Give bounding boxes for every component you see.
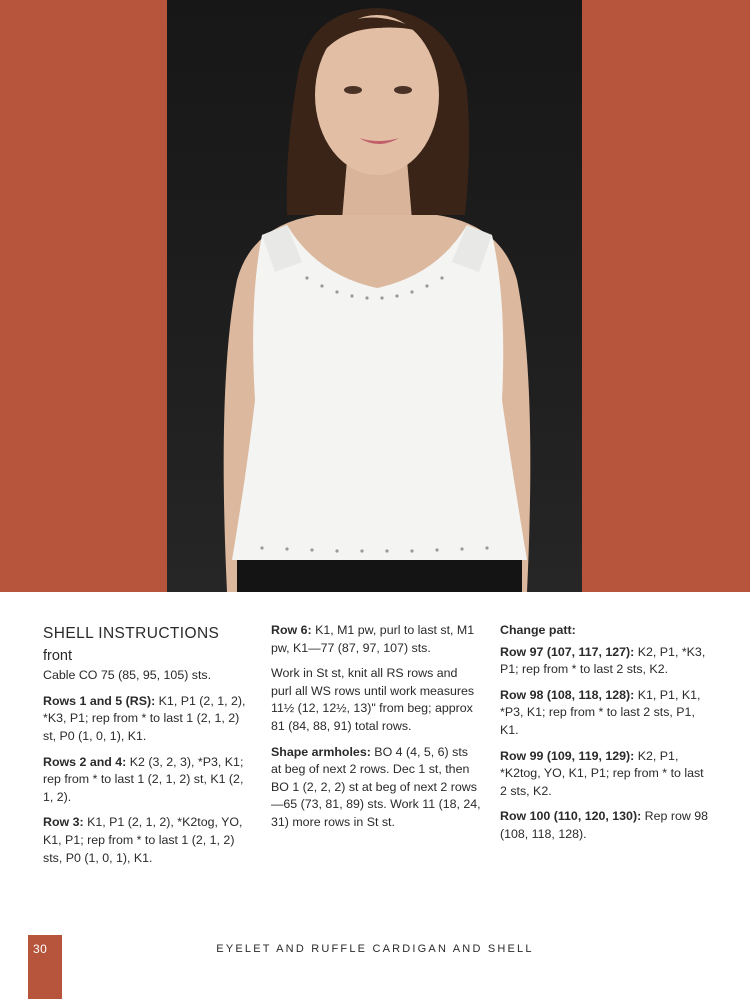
model-illustration (167, 0, 582, 592)
column-3 (500, 622, 710, 852)
row-100 (500, 808, 710, 843)
column-1 (43, 622, 248, 875)
work-st-st-text: Work in St st, knit all RS rows and purl all WS rows until work measures 11½ (12, 12½, 13)" from beg; approx 81 (84, 88, 91) total rows. (271, 666, 475, 733)
row-99-label: Row 99 (109, 119, 129): (500, 748, 635, 763)
page-number: 30 (33, 942, 48, 956)
column-2 (271, 622, 481, 840)
shape-armholes-text: BO 4 (4, 5, 6) sts at beg of next 2 rows. Dec 1 st, then BO 1 (2, 2, 2) st at beg of next 2 rows—65 (73, 81, 89) sts. Work 11 (18, 24, 31) more rows in St st. (271, 744, 481, 829)
row-99-text: K2, P1, *K2tog, YO, K1, P1; rep from * to last 2 sts, K2. (500, 748, 704, 798)
shape-armholes (271, 744, 481, 832)
running-title: EYELET AND RUFFLE CARDIGAN AND SHELL (216, 943, 534, 955)
row-97-label: Row 97 (107, 117, 127): (500, 644, 635, 659)
row-100-text: Rep row 98 (108, 118, 128). (500, 809, 709, 841)
row-100-label: Row 100 (110, 120, 130): (500, 809, 642, 824)
cast-on-text: Cable CO 75 (85, 95, 105) sts. (43, 668, 212, 683)
row-98 (500, 687, 710, 740)
row-97 (500, 644, 710, 679)
row-98-text: K1, P1, K1, *P3, K1; rep from * to last 2 sts, P1, K1. (500, 687, 701, 737)
row-99 (500, 748, 710, 801)
change-patt-heading: Change patt: (500, 623, 576, 637)
instructions-section (0, 592, 750, 999)
rows-2-4-text: K2 (3, 2, 3), *P3, K1; rep from * to last 1 (2, 1, 2) st, K1 (2, 1, 2). (43, 754, 244, 804)
rows-2-4 (43, 754, 248, 807)
row-6-label: Row 6: (271, 623, 312, 637)
row-6-text: K1, M1 pw, purl to last st, M1 pw, K1—77 (87, 97, 107) sts. (271, 623, 475, 655)
row-6 (271, 622, 481, 657)
shape-armholes-label: Shape armholes: (271, 744, 371, 759)
row-3-label: Row 3: (43, 815, 84, 830)
section-heading: SHELL INSTRUCTIONS (43, 625, 220, 642)
section-subheading: front (43, 647, 73, 664)
row-3-text: K1, P1 (2, 1, 2), *K2tog, YO, K1, P1; rep from * to last 1 (2, 1, 2) sts, P0 (1, 0, 1), K1. (43, 815, 243, 865)
model-photo (167, 0, 582, 592)
row-3 (43, 814, 248, 867)
row-98-label: Row 98 (108, 118, 128): (500, 687, 635, 702)
rows-1-5-text: K1, P1 (2, 1, 2), *K3, P1; rep from * to last 1 (2, 1, 2) st, P0 (1, 0, 1), K1. (43, 693, 246, 743)
rows-1-5-label: Rows 1 and 5 (RS): (43, 693, 156, 708)
rows-2-4-label: Rows 2 and 4: (43, 754, 127, 769)
row-97-text: K2, P1, *K3, P1; rep from * to last 2 sts, K2. (500, 644, 706, 677)
rows-1-5 (43, 693, 248, 746)
